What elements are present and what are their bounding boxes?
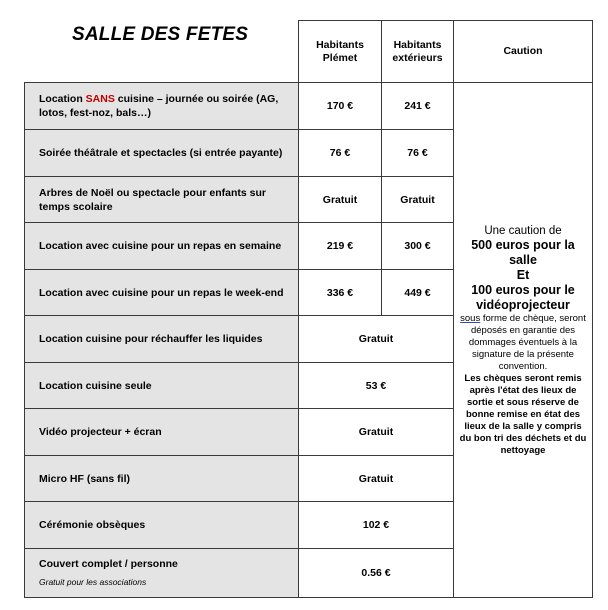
header-caution: Caution xyxy=(454,21,593,83)
row-label: Cérémonie obsèques xyxy=(25,502,299,549)
sans-highlight: SANS xyxy=(85,93,115,105)
price-plemet: 170 € xyxy=(299,83,382,130)
price-plemet: 76 € xyxy=(299,130,382,177)
price-exterieurs: 241 € xyxy=(382,83,454,130)
price-plemet: 219 € xyxy=(299,223,382,270)
header-row xyxy=(25,21,593,83)
price-all: 0.56 € xyxy=(299,549,454,598)
row-label: Arbres de Noël ou spectacle pour enfants sur temps scolaire xyxy=(25,177,299,223)
caution-amount-videoprojecteur: 100 euros pour le vidéoprojecteur xyxy=(471,282,575,312)
price-all: 102 € xyxy=(299,502,454,549)
caution-restitution: Les chèques seront remis après l'état des lieux de sortie et sous réserve de bonne remise en état des lieux de la salle y compris du bon tri des déchets et du nettoyage xyxy=(459,372,587,456)
price-exterieurs: 76 € xyxy=(382,130,454,177)
caution-amount-salle: 500 euros pour la salle xyxy=(471,237,575,267)
caution-conditions: sous forme de chèque, seront déposés en garantie des dommages éventuels à la signature de la présente convention. xyxy=(460,312,586,372)
row-label: Vidéo projecteur + écran xyxy=(25,409,299,456)
price-all: Gratuit xyxy=(299,316,454,363)
row-label: Micro HF (sans fil) xyxy=(25,456,299,502)
price-plemet: 336 € xyxy=(299,270,382,316)
price-exterieurs: 300 € xyxy=(382,223,454,270)
row-label: Location cuisine seule xyxy=(25,363,299,409)
price-all: Gratuit xyxy=(299,456,454,502)
header-blank xyxy=(25,21,299,83)
caution-intro: Une caution de xyxy=(484,224,562,237)
row-label: Location SANS cuisine – journée ou soirée (AG, lotos, fest-noz, bals…) xyxy=(25,83,299,130)
row-label: Location avec cuisine pour un repas en semaine xyxy=(25,223,299,270)
price-all: 53 € xyxy=(299,363,454,409)
caution-cell xyxy=(454,83,593,598)
row-label: Couvert complet / personne Gratuit pour les associations xyxy=(25,549,299,598)
associations-note: Gratuit pour les associations xyxy=(39,577,147,587)
caution-et: Et xyxy=(516,267,530,282)
row-label: Location avec cuisine pour un repas le week-end xyxy=(25,270,299,316)
page-title: SALLE DES FETES xyxy=(72,24,249,45)
price-plemet: Gratuit xyxy=(299,177,382,223)
row-label: Location cuisine pour réchauffer les liquides xyxy=(25,316,299,363)
tariff-table xyxy=(24,20,593,598)
table-row xyxy=(25,83,593,130)
header-habitants-plemet: Habitants Plémet xyxy=(299,21,382,83)
price-exterieurs: Gratuit xyxy=(382,177,454,223)
header-habitants-exterieurs: Habitants extérieurs xyxy=(382,21,454,83)
price-all: Gratuit xyxy=(299,409,454,456)
price-exterieurs: 449 € xyxy=(382,270,454,316)
row-label: Soirée théâtrale et spectacles (si entrée payante) xyxy=(25,130,299,177)
